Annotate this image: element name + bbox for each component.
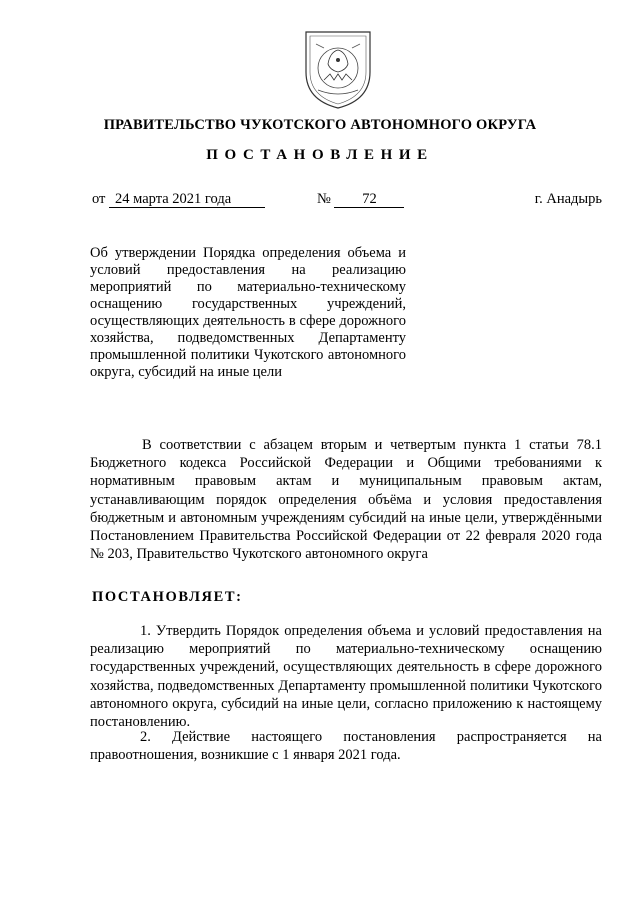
date-value: 24 марта 2021 года — [109, 192, 265, 208]
item-1-paragraph: 1. Утвердить Порядок определения объема и условий предоставления на реализацию мероприятий по материально-техническому оснащению государственных учреждений, осуществляющих деятельность в сфере дорожного хозяйства, подведомственных Департаменту промышленной политики Чукотского автономного округа, субсидий на иные цели, согласно приложению к настоящему постановлению. — [90, 623, 602, 731]
preamble-paragraph: В соответствии с абзацем вторым и четвертым пункта 1 статьи 78.1 Бюджетного кодекса Российской Федерации и Общими требованиями к нормативным правовым актам и муниципальным правовым актам, устанавливающим порядок определения объёма и условия предоставления бюджетным и автономным учреждениям субсидий на иные цели, утверждёнными Постановлением Правительства Российской Федерации от 22 февраля 2020 года № 203, Правительство Чукотского автономного округа — [90, 437, 602, 563]
document-title: Об утверждении Порядка определения объема и условий предоставления на реализацию мероприятий по материально-техническому оснащению государственных учреждений, осуществляющих деятельность в сфере дорожного хозяйства, подведомственных Департаменту промышленной политики Чукотского автономного округа, субсидий на иные цели — [90, 245, 406, 380]
resolves-heading: ПОСТАНОВЛЯЕТ: — [92, 589, 243, 605]
date-line — [92, 190, 265, 208]
number-prefix: № — [317, 191, 331, 207]
chukotka-coat-of-arms-icon — [300, 24, 376, 110]
document-number: 72 — [334, 192, 404, 208]
number-line — [317, 190, 404, 208]
item-2-paragraph: 2. Действие настоящего постановления распространяется на правоотношения, возникшие с 1 января 2021 года. — [90, 729, 602, 764]
document-type: ПОСТАНОВЛЕНИЕ — [206, 147, 434, 163]
government-name: ПРАВИТЕЛЬСТВО ЧУКОТСКОГО АВТОНОМНОГО ОКРУГА — [103, 117, 537, 133]
date-prefix: от — [92, 191, 106, 207]
city: г. Анадырь — [534, 191, 602, 207]
